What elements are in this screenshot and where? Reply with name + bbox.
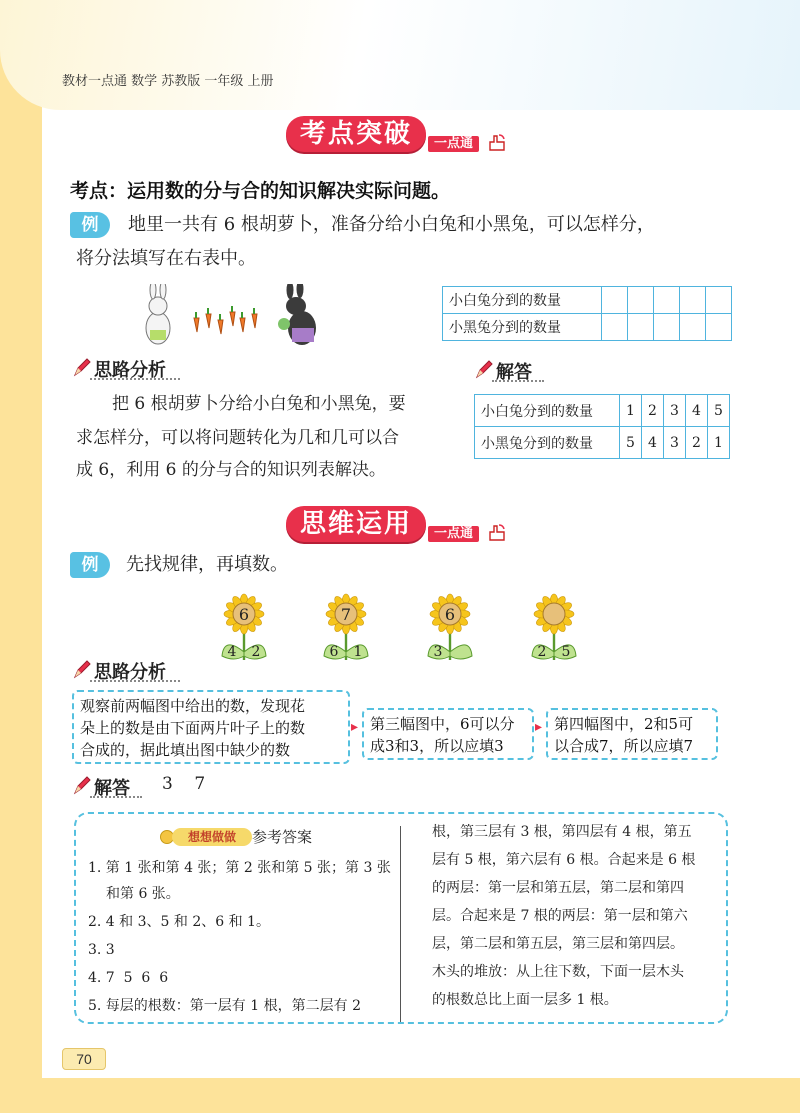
flow-line: 合成的，据此填出图中缺少的数	[80, 741, 291, 759]
analysis-label	[72, 658, 182, 682]
banner-tag: 一点通	[426, 134, 481, 154]
sunflower-1	[214, 592, 274, 662]
sunflower-2	[316, 592, 376, 662]
reference-line: 2. 4 和 3、5 和 2、6 和 1。	[88, 914, 270, 930]
answer-values: 3 7	[162, 774, 206, 794]
analysis-line: 把 6 根胡萝卜分给小白兔和小黑兔，要	[112, 394, 406, 414]
answer-label-text: 解答	[496, 362, 532, 383]
flow-line: 以合成7，所以应填7	[554, 737, 694, 755]
reference-line: 层，第二层和第五层，第三层和第四层。	[432, 936, 684, 952]
reference-line: 根，第三层有 3 根，第四层有 4 根，第五	[432, 824, 692, 840]
table-row	[475, 427, 730, 459]
table-cell: 5	[620, 427, 642, 459]
reference-line: 的两层：第一层和第五层，第二层和第四	[432, 880, 684, 896]
flow-line: 第四幅图中，2和5可	[554, 715, 694, 733]
analysis-label	[72, 356, 182, 380]
dotted-underline	[492, 380, 544, 382]
pointing-hand-icon	[486, 132, 508, 154]
pointing-hand-icon	[486, 522, 508, 544]
table-cell: 2	[642, 395, 664, 427]
banner-kaodian	[286, 116, 526, 156]
banner-siwei	[286, 506, 526, 546]
leaf-right-number: 1	[353, 644, 363, 660]
flow-step-1	[72, 690, 350, 764]
leaf-left-number: 3	[433, 644, 443, 660]
blank-cell[interactable]	[602, 314, 628, 341]
flower-center-number: 7	[340, 605, 352, 624]
flower-center-number: 6	[444, 605, 456, 624]
table-cell: 1	[708, 427, 730, 459]
column-divider	[400, 826, 401, 1022]
dotted-underline	[90, 796, 142, 798]
banner-title: 考点突破	[286, 116, 426, 152]
analysis-line: 求怎样分，可以将问题转化为几和几可以合	[76, 428, 399, 448]
blank-cell[interactable]	[680, 287, 706, 314]
top-band	[0, 0, 800, 110]
blank-cell[interactable]	[602, 287, 628, 314]
row-label: 小黑兔分到的数量	[443, 314, 602, 341]
reference-badge: 想想做做	[172, 828, 252, 846]
reference-line: 5. 每层的根数：第一层有 1 根，第二层有 2	[88, 998, 361, 1014]
table-cell: 2	[686, 427, 708, 459]
example-badge: 例	[70, 552, 110, 578]
example-text: 先找规律，再填数。	[126, 554, 288, 575]
blank-cell[interactable]	[706, 314, 732, 341]
pencil-icon	[474, 358, 494, 380]
leaf-right-number: 5	[561, 644, 571, 660]
flow-line: 朵上的数是由下面两片叶子上的数	[80, 719, 306, 737]
flower-center-number: 6	[238, 605, 250, 624]
blank-cell[interactable]	[706, 287, 732, 314]
arrow-icon: ▸	[351, 719, 359, 735]
flow-line: 第三幅图中，6可以分	[370, 715, 515, 733]
reference-line: 3. 3	[88, 942, 115, 958]
analysis-label-text: 思路分析	[94, 662, 166, 683]
table-cell: 5	[708, 395, 730, 427]
dotted-underline	[90, 378, 180, 380]
sunflower-4	[524, 592, 584, 662]
table-cell: 4	[642, 427, 664, 459]
table-row	[475, 395, 730, 427]
answer-distribution-table	[474, 394, 730, 459]
blank-cell[interactable]	[654, 287, 680, 314]
blank-cell[interactable]	[654, 314, 680, 341]
table-cell: 3	[664, 395, 686, 427]
blank-cell[interactable]	[680, 314, 706, 341]
pencil-icon	[72, 774, 92, 796]
reference-caption: 参考答案	[252, 828, 313, 846]
example-text-line1: 地里一共有 6 根胡萝卜，准备分给小白兔和小黑兔，可以怎样分，	[128, 214, 655, 235]
reference-line: 和第 6 张。	[106, 886, 180, 902]
table-cell: 4	[686, 395, 708, 427]
blank-distribution-table	[442, 286, 732, 341]
blank-cell[interactable]	[628, 287, 654, 314]
leaf-left-number: 4	[227, 644, 237, 660]
pencil-icon	[72, 356, 92, 378]
flow-step-3	[546, 708, 718, 760]
flow-line: 观察前两幅图中给出的数，发现花	[80, 697, 306, 715]
reference-line: 层有 5 根，第六层有 6 根。合起来是 6 根	[432, 852, 696, 868]
reference-line: 木头的堆放：从上往下数，下面一层木头	[432, 964, 684, 980]
reference-line: 层。合起来是 7 根的两层：第一层和第六	[432, 908, 688, 924]
row-label: 小黑兔分到的数量	[475, 427, 620, 459]
leaf-left-number: 2	[537, 644, 547, 660]
example-text-line2: 将分法填写在右表中。	[76, 248, 256, 269]
reference-line: 4. 7 5 6 6	[88, 970, 169, 986]
example-badge: 例	[70, 212, 110, 238]
flow-line: 成3和3，所以应填3	[370, 737, 504, 755]
table-cell: 1	[620, 395, 642, 427]
blank-cell[interactable]	[628, 314, 654, 341]
dotted-underline	[90, 680, 180, 682]
page-number: 70	[62, 1048, 106, 1070]
leaf-right-number: 2	[251, 644, 261, 660]
analysis-line: 成 6，利用 6 的分与合的知识列表解决。	[76, 460, 386, 480]
answer-label	[474, 358, 554, 382]
row-label: 小白兔分到的数量	[443, 287, 602, 314]
answer-label	[72, 774, 152, 798]
arrow-icon: ▸	[535, 719, 543, 735]
table-cell: 3	[664, 427, 686, 459]
flow-step-2	[362, 708, 534, 760]
rabbits-carrots-illustration	[136, 284, 336, 350]
banner-title: 思维运用	[286, 506, 426, 542]
topic-heading: 考点：运用数的分与合的知识解决实际问题。	[70, 180, 451, 202]
table-row	[443, 287, 732, 314]
table-row	[443, 314, 732, 341]
answer-label-text: 解答	[94, 778, 130, 799]
pencil-icon	[72, 658, 92, 680]
sunflower-3	[420, 592, 480, 662]
reference-line: 的根数总比上面一层多 1 根。	[432, 992, 618, 1008]
leaf-left-number: 6	[329, 644, 339, 660]
analysis-label-text: 思路分析	[94, 360, 166, 381]
banner-tag: 一点通	[426, 524, 481, 544]
row-label: 小白兔分到的数量	[475, 395, 620, 427]
reference-line: 1. 第 1 张和第 4 张；第 2 张和第 5 张；第 3 张	[88, 860, 391, 876]
running-header: 教材一点通 数学 苏教版 一年级 上册	[62, 74, 274, 89]
